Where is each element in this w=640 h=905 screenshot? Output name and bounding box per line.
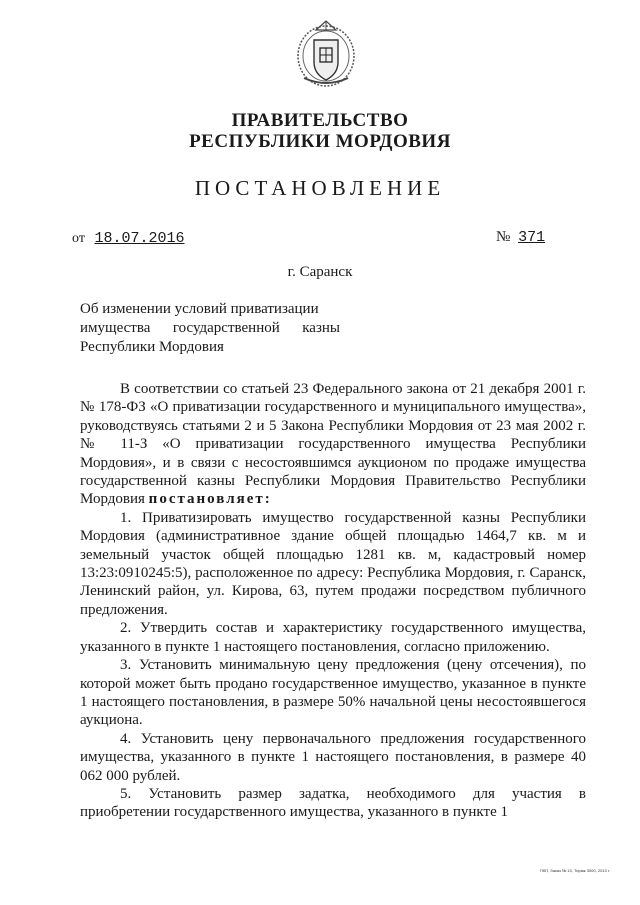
coat-of-arms-icon: [294, 18, 358, 90]
government-title: ПРАВИТЕЛЬСТВО: [231, 110, 409, 131]
clause-paragraph: 4. Установить цену первоначального предложения государственного имущества, указанного в пункте 1 настоящего постановления, в размере 40 062 000 рублей.: [80, 730, 586, 784]
subject-line: Республики Мордовия: [80, 339, 224, 355]
preamble-paragraph: [80, 380, 586, 509]
document-body: [80, 380, 586, 822]
date-field: [72, 230, 198, 247]
subject-line: Об изменении условий приватизации: [80, 301, 319, 317]
number-value: 371: [518, 229, 546, 246]
republic-title: РЕСПУБЛИКИ МОРДОВИЯ: [189, 131, 451, 152]
number-field: [496, 229, 575, 246]
clause-paragraph: 2. Утвердить состав и характеристику государственного имущества, указанного в пункте 1 настоящего постановления, согласно приложению.: [80, 620, 586, 655]
date-value: 18.07.2016: [94, 230, 185, 247]
print-mark: ПКП, Заказ № 13, Тираж 3000, 2013 г.: [540, 868, 610, 873]
clause-paragraph: 3. Установить минимальную цену предложения (цену отсечения), по которой может быть продано государственное имущество, указанное в пункте 1 настоящего постановления, в размере 50% начальной цены несостоявшегося аукциона.: [80, 657, 586, 729]
document-subject: [80, 300, 340, 357]
clause-paragraph: 1. Приватизировать имущество государственной казны Республики Мордовия (административное здание общей площадью 1464,7 кв. м и земельный участок общей площадью 1281 кв. м, кадастровый номер 13:23:0910245:5), расположенное по адресу: Республика Мордовия, г. Саранск, Ленинский район, ул. Кирова, 63, путем продажи посредством публичного предложения.: [80, 509, 586, 618]
city: г. Саранск: [287, 264, 353, 280]
document-type: ПОСТАНОВЛЕНИЕ: [194, 176, 446, 200]
date-prefix: от: [72, 231, 85, 246]
decree-word: постановляет:: [148, 491, 272, 508]
subject-line: имущества государственной казны: [80, 320, 340, 336]
number-prefix: №: [496, 229, 511, 245]
preamble-text: В соответствии со статьей 23 Федерального закона от 21 декабря 2001 г. № 178-ФЗ «О приватизации государственного и муниципального имущества», руководствуясь статьями 2 и 5 Закона Республики Мордовия от 23 мая 2002 г. № 11-З «О приватизации государственного имущества Республики Мордовия», и в связи с несостоявшимся аукционом по продаже имущества государственной казны Республики Мордовия Правительство Республики Мордовия: [80, 381, 586, 508]
clause-paragraph: 5. Установить размер задатка, необходимого для участия в приобретении государственного имущества, указанного в пункте 1: [80, 785, 586, 821]
